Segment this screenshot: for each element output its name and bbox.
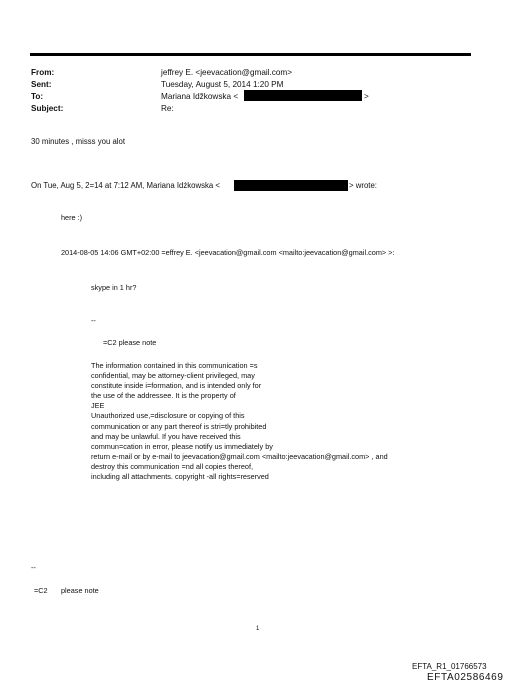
bottom-note: please note: [61, 586, 99, 595]
quote1-attribution-suffix: > wrote:: [349, 181, 377, 190]
sent-value: Tuesday, August 5, 2014 1:20 PM: [161, 80, 284, 89]
disclaimer-line: confidential, may be attorney-client privileged, may: [91, 371, 255, 381]
to-value-suffix: >: [364, 92, 369, 101]
redaction-bar: [244, 90, 362, 101]
disclaimer-line: the use of the addressee. It is the property of: [91, 391, 236, 401]
quote1-text: here :): [61, 213, 83, 222]
reply-text: 30 minutes , misss you alot: [31, 137, 126, 146]
quote2-text: skype in 1 hr?: [91, 283, 137, 292]
disclaimer-line: communication or any part thereof is stri=tly prohibited: [91, 421, 267, 431]
header-rule: [30, 53, 471, 56]
sent-label: Sent:: [31, 80, 52, 89]
signature-dashes: --: [91, 316, 96, 325]
to-label: To:: [31, 92, 44, 101]
disclaimer: [91, 361, 388, 482]
disclaimer-line: The information contained in this communication =s: [91, 361, 258, 370]
disclaimer-line: constitute inside i=formation, and is intended only for: [91, 381, 262, 391]
disclaimer-line: destroy this communication =nd all copies thereof,: [91, 461, 254, 471]
to-value-prefix: Mariana Idžkowska <: [161, 92, 239, 101]
page-number: 1: [256, 626, 260, 632]
disclaimer-line: including all attachments. copyright -all rights=reserved: [91, 472, 269, 482]
disclaimer-line: Unauthorized use,=disclosure or copying of this: [91, 411, 245, 421]
subject-value: Re:: [161, 104, 174, 113]
bates-number-secondary: EFTA02586469: [427, 672, 504, 683]
redaction-bar: [234, 180, 348, 191]
bottom-c2: =C2: [34, 586, 48, 595]
disclaimer-line: return e-mail or by e-mail to jeevacation@gmail.com <mailto:jeevacation@gmail.com> , and: [91, 451, 388, 461]
disclaimer-line: commun=cation in error, please notify us immediately by: [91, 441, 273, 451]
from-label: From:: [31, 68, 55, 77]
bottom-dashes: --: [31, 563, 36, 572]
signature-note: =C2 please note: [103, 338, 157, 347]
disclaimer-line: and may be unlawful. If you have received this: [91, 431, 241, 441]
quote2-header: 2014-08-05 14:06 GMT+02:00 =effrey E. <jeevacation@gmail.com <mailto:jeevacation@gmail.com> >:: [61, 248, 395, 257]
quote1-attribution: On Tue, Aug 5, 2=14 at 7:12 AM, Mariana Idżkowska <: [31, 181, 220, 190]
bates-number-primary: EFTA_R1_01766573: [412, 662, 487, 671]
subject-label: Subject:: [31, 104, 64, 113]
disclaimer-line: JEE: [91, 401, 105, 411]
from-value: jeffrey E. <jeevacation@gmail.com>: [161, 68, 293, 77]
